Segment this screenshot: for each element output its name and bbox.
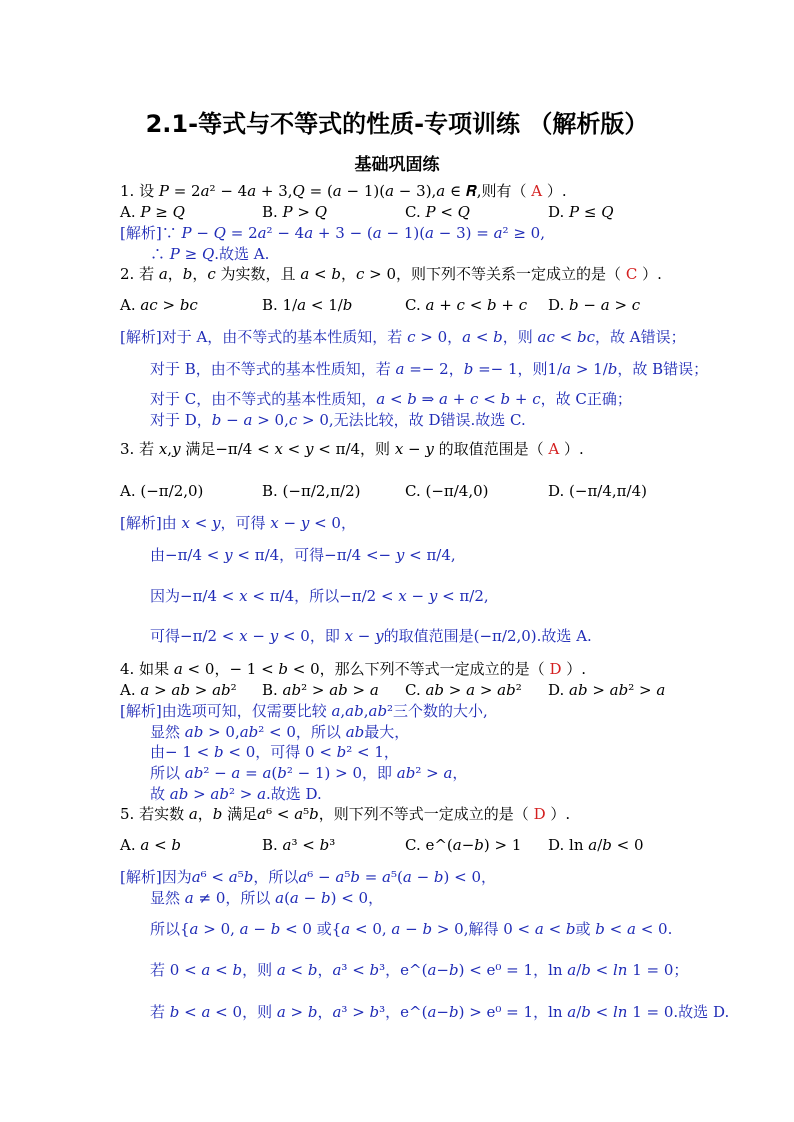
q2-solution-line: 对于 D，𝑏 − 𝑎 > 0,𝑐 > 0,无法比较，故 D错误.故选 C. — [150, 411, 526, 429]
q2-solution-line: 对于 C，由不等式的基本性质知，𝑎 < 𝑏 ⇒ 𝑎 + 𝑐 < 𝑏 + 𝑐，故 C正确； — [150, 390, 632, 408]
q2-option-a: A. 𝑎𝑐 > 𝑏𝑐 — [120, 296, 198, 314]
question-3-stem: 3. 若 𝑥,𝑦 满足−π/4 < 𝑥 < 𝑦 < π/4，则 𝑥 − 𝑦 的取值范围是（ A ）. — [120, 440, 584, 458]
q4-solution-line: [解析]由选项可知，仅需要比较 𝑎,𝑎𝑏,𝑎𝑏²三个数的大小, — [120, 702, 488, 720]
q3-option-d: D. (−π/4,π/4) — [548, 482, 647, 500]
q3-option-c: C. (−π/4,0) — [405, 482, 489, 500]
question-2-stem: 2. 若 𝑎，𝑏，𝑐 为实数，且 𝑎 < 𝑏，𝑐 > 0，则下列不等关系一定成立的是（ C ）. — [120, 265, 662, 283]
q5-option-d: D. ln 𝑎/𝑏 < 0 — [548, 836, 644, 854]
q5-solution-line: 若 0 < 𝑎 < 𝑏，则 𝑎 < 𝑏，𝑎³ < 𝑏³，e^(𝑎−𝑏) < e⁰ = 1，ln 𝑎/𝑏 < 𝑙𝑛 1 = 0； — [150, 961, 689, 979]
q5-option-c: C. e^(𝑎−𝑏) > 1 — [405, 836, 522, 854]
question-1-stem: 1. 设 𝑃 = 2𝑎² − 4𝑎 + 3,𝑄 = (𝑎 − 1)(𝑎 − 3),𝑎 ∈ 𝑹,则有（ A ）. — [120, 182, 567, 200]
q1-option-d: D. 𝑃 ≤ 𝑄 — [548, 203, 614, 221]
answer-mark: A — [531, 182, 543, 200]
q4-solution-line: 由− 1 < 𝑏 < 0，可得 0 < 𝑏² < 1， — [150, 743, 399, 761]
q3-option-a: A. (−π/2,0) — [120, 482, 204, 500]
answer-mark: C — [625, 265, 638, 283]
q4-solution-line: 显然 𝑎𝑏 > 0,𝑎𝑏² < 0，所以 𝑎𝑏最大， — [150, 723, 410, 741]
answer-mark: D — [549, 660, 562, 678]
q2-option-d: D. 𝑏 − 𝑎 > 𝑐 — [548, 296, 641, 314]
q1-option-b: B. 𝑃 > 𝑄 — [262, 203, 328, 221]
q1-option-a: A. 𝑃 ≥ 𝑄 — [120, 203, 185, 221]
q4-option-a: A. 𝑎 > 𝑎𝑏 > 𝑎𝑏² — [120, 681, 237, 699]
q3-solution-line: 因为−π/4 < 𝑥 < π/4，所以−π/2 < 𝑥 − 𝑦 < π/2, — [150, 587, 489, 605]
q5-solution-line: 显然 𝑎 ≠ 0，所以 𝑎(𝑎 − 𝑏) < 0， — [150, 889, 384, 907]
q5-solution-line: 所以{𝑎 > 0, 𝑎 − 𝑏 < 0 或{𝑎 < 0, 𝑎 − 𝑏 > 0,解得 0 < 𝑎 < 𝑏或 𝑏 < 𝑎 < 0. — [150, 920, 673, 938]
q5-solution-line: 若 𝑏 < 𝑎 < 0，则 𝑎 > 𝑏，𝑎³ > 𝑏³，e^(𝑎−𝑏) > e⁰ = 1，ln 𝑎/𝑏 < 𝑙𝑛 1 = 0.故选 D. — [150, 1003, 730, 1021]
q2-option-c: C. 𝑎 + 𝑐 < 𝑏 + 𝑐 — [405, 296, 528, 314]
answer-mark: D — [533, 805, 546, 823]
q5-option-a: A. 𝑎 < 𝑏 — [120, 836, 182, 854]
q5-solution-line: [解析]因为𝑎⁶ < 𝑎⁵𝑏，所以𝑎⁶ − 𝑎⁵𝑏 = 𝑎⁵(𝑎 − 𝑏) < 0， — [120, 868, 497, 886]
q3-solution-line: [解析]由 𝑥 < 𝑦，可得 𝑥 − 𝑦 < 0， — [120, 514, 356, 532]
q5-option-b: B. 𝑎³ < 𝑏³ — [262, 836, 336, 854]
q2-option-b: B. 1/𝑎 < 1/𝑏 — [262, 296, 353, 314]
q4-option-b: B. 𝑎𝑏² > 𝑎𝑏 > 𝑎 — [262, 681, 379, 699]
q4-option-c: C. 𝑎𝑏 > 𝑎 > 𝑎𝑏² — [405, 681, 522, 699]
q4-option-d: D. 𝑎𝑏 > 𝑎𝑏² > 𝑎 — [548, 681, 666, 699]
page-title: 2.1-等式与不等式的性质-专项训练 （解析版） — [145, 110, 649, 138]
q1-option-c: C. 𝑃 < 𝑄 — [405, 203, 470, 221]
section-heading: 基础巩固练 — [354, 155, 440, 175]
answer-mark: A — [548, 440, 560, 458]
q3-solution-line: 由−π/4 < 𝑦 < π/4，可得−π/4 <− 𝑦 < π/4, — [150, 546, 456, 564]
q2-solution-line: [解析]对于 A，由不等式的基本性质知，若 𝑐 > 0，𝑎 < 𝑏，则 𝑎𝑐 < 𝑏𝑐，故 A错误； — [120, 328, 686, 346]
q1-solution-line: ∴ 𝑃 ≥ 𝑄.故选 A. — [150, 245, 270, 263]
q3-option-b: B. (−π/2,π/2) — [262, 482, 361, 500]
q1-solution-line: [解析]∵ 𝑃 − 𝑄 = 2𝑎² − 4𝑎 + 3 − (𝑎 − 1)(𝑎 − 3) = 𝑎² ≥ 0, — [120, 224, 545, 242]
question-4-stem: 4. 如果 𝑎 < 0，− 1 < 𝑏 < 0，那么下列不等式一定成立的是（ D ）. — [120, 660, 587, 678]
question-5-stem: 5. 若实数 𝑎，𝑏 满足𝑎⁶ < 𝑎⁵𝑏，则下列不等式一定成立的是（ D ）. — [120, 805, 571, 823]
q3-solution-line: 可得−π/2 < 𝑥 − 𝑦 < 0，即 𝑥 − 𝑦的取值范围是(−π/2,0).故选 A. — [150, 627, 592, 645]
q2-solution-line: 对于 B，由不等式的基本性质知，若 𝑎 =− 2，𝑏 =− 1，则1/𝑎 > 1/𝑏，故 B错误； — [150, 360, 709, 378]
q4-solution-line: 所以 𝑎𝑏² − 𝑎 = 𝑎(𝑏² − 1) > 0，即 𝑎𝑏² > 𝑎， — [150, 764, 468, 782]
q4-solution-line: 故 𝑎𝑏 > 𝑎𝑏² > 𝑎.故选 D. — [150, 785, 322, 803]
